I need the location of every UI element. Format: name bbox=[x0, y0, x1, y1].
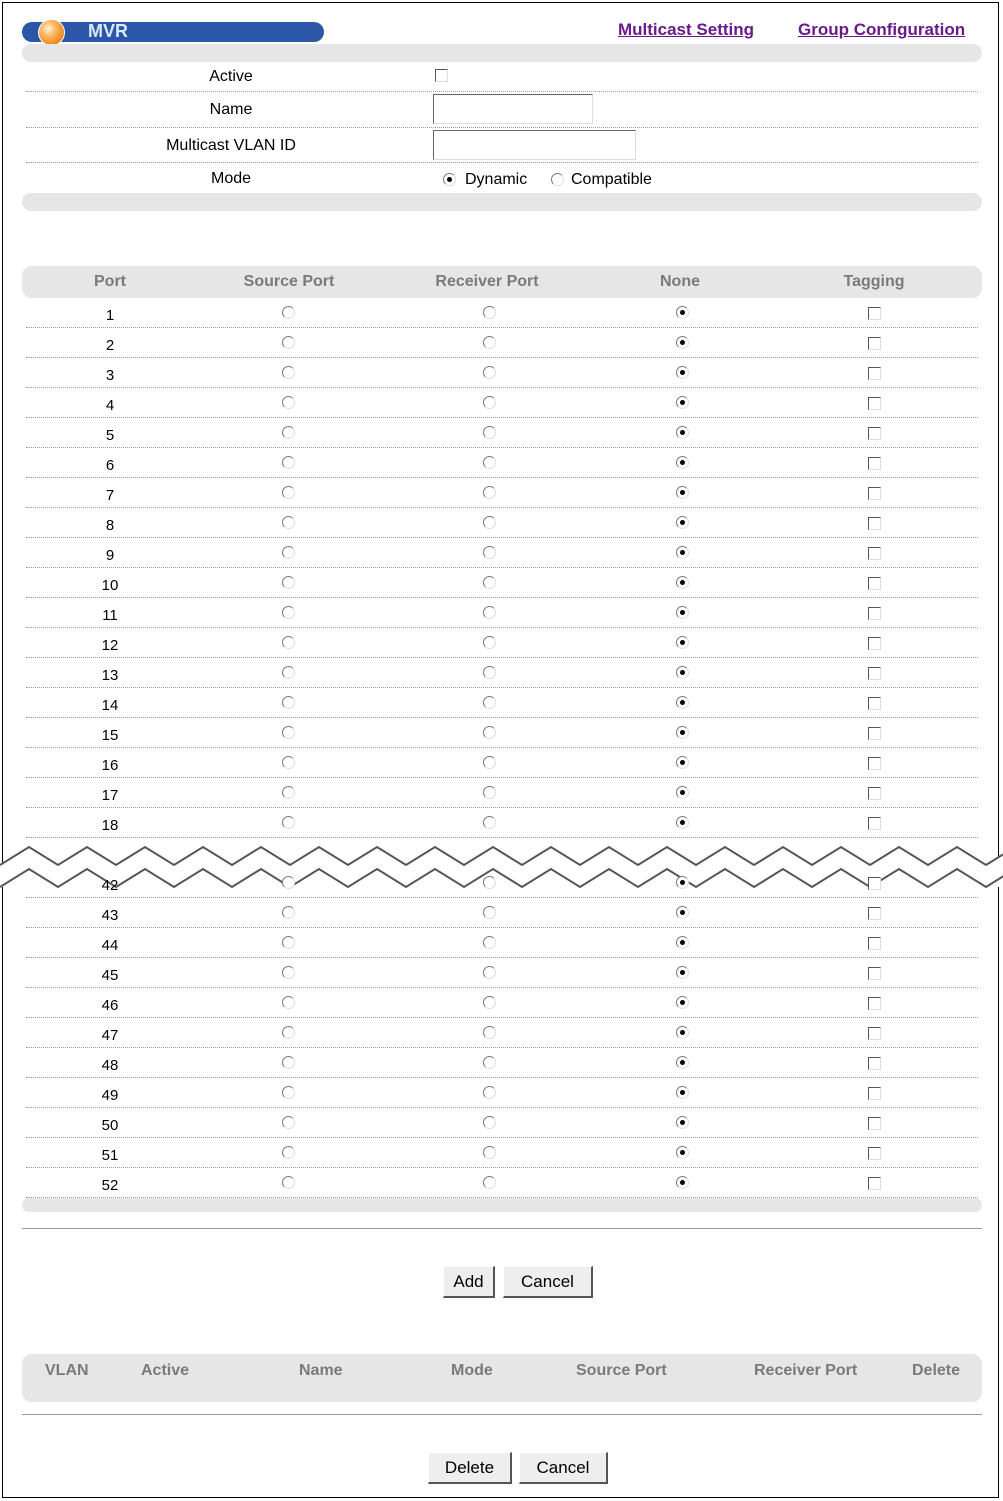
none-radio[interactable] bbox=[676, 606, 689, 619]
receiver-port-radio[interactable] bbox=[483, 516, 496, 529]
receiver-port-radio[interactable] bbox=[483, 996, 496, 1009]
tagging-checkbox[interactable] bbox=[868, 547, 881, 560]
col-mode: Mode bbox=[451, 1362, 493, 1379]
none-radio[interactable] bbox=[676, 576, 689, 589]
tagging-checkbox[interactable] bbox=[868, 427, 881, 440]
divider bbox=[26, 127, 978, 128]
name-input[interactable] bbox=[433, 94, 593, 124]
source-port-radio[interactable] bbox=[282, 426, 295, 439]
row-divider bbox=[26, 537, 978, 538]
none-radio[interactable] bbox=[676, 756, 689, 769]
col-vlan-source-port: Source Port bbox=[576, 1362, 667, 1379]
port-row bbox=[0, 509, 1003, 539]
port-row bbox=[0, 869, 1003, 899]
mode-dynamic-label: Dynamic bbox=[465, 171, 528, 188]
tagging-checkbox[interactable] bbox=[868, 667, 881, 680]
port-number: 17 bbox=[101, 787, 119, 804]
tagging-checkbox[interactable] bbox=[868, 997, 881, 1010]
port-number: 51 bbox=[101, 1147, 119, 1164]
port-row bbox=[0, 479, 1003, 509]
source-port-radio[interactable] bbox=[282, 786, 295, 799]
receiver-port-radio[interactable] bbox=[483, 486, 496, 499]
port-number: 44 bbox=[101, 937, 119, 954]
divider bbox=[26, 162, 978, 163]
receiver-port-radio[interactable] bbox=[483, 456, 496, 469]
receiver-port-radio[interactable] bbox=[483, 336, 496, 349]
port-number: 18 bbox=[101, 817, 119, 834]
port-number: 6 bbox=[105, 457, 115, 474]
tagging-checkbox[interactable] bbox=[868, 787, 881, 800]
source-port-radio[interactable] bbox=[282, 696, 295, 709]
row-divider bbox=[26, 957, 978, 958]
tagging-checkbox[interactable] bbox=[868, 487, 881, 500]
row-divider bbox=[26, 1137, 978, 1138]
source-port-radio[interactable] bbox=[282, 906, 295, 919]
separator bbox=[22, 1414, 982, 1415]
none-radio[interactable] bbox=[676, 876, 689, 889]
active-checkbox[interactable] bbox=[435, 69, 448, 82]
port-number: 43 bbox=[101, 907, 119, 924]
source-port-radio[interactable] bbox=[282, 1026, 295, 1039]
row-divider bbox=[26, 717, 978, 718]
add-button[interactable]: Add bbox=[443, 1266, 495, 1298]
tagging-checkbox[interactable] bbox=[868, 1087, 881, 1100]
receiver-port-radio[interactable] bbox=[483, 756, 496, 769]
receiver-port-radio[interactable] bbox=[483, 786, 496, 799]
source-port-radio[interactable] bbox=[282, 516, 295, 529]
row-divider bbox=[26, 657, 978, 658]
port-number: 12 bbox=[101, 637, 119, 654]
port-number: 5 bbox=[105, 427, 115, 444]
row-divider bbox=[26, 687, 978, 688]
receiver-port-radio[interactable] bbox=[483, 396, 496, 409]
tagging-checkbox[interactable] bbox=[868, 337, 881, 350]
port-row bbox=[0, 1139, 1003, 1169]
none-radio[interactable] bbox=[676, 1146, 689, 1159]
form-top-band bbox=[22, 44, 982, 62]
source-port-radio[interactable] bbox=[282, 1086, 295, 1099]
source-port-radio[interactable] bbox=[282, 576, 295, 589]
port-number: 2 bbox=[105, 337, 115, 354]
tagging-checkbox[interactable] bbox=[868, 397, 881, 410]
source-port-radio[interactable] bbox=[282, 396, 295, 409]
cancel-bottom-button[interactable]: Cancel bbox=[519, 1452, 608, 1484]
port-row bbox=[0, 989, 1003, 1019]
none-radio[interactable] bbox=[676, 996, 689, 1009]
none-radio[interactable] bbox=[676, 636, 689, 649]
receiver-port-radio[interactable] bbox=[483, 426, 496, 439]
row-divider bbox=[26, 507, 978, 508]
none-radio[interactable] bbox=[676, 966, 689, 979]
col-receiver-port: Receiver Port bbox=[435, 273, 539, 290]
divider bbox=[26, 91, 978, 92]
port-row bbox=[0, 299, 1003, 329]
receiver-port-radio[interactable] bbox=[483, 696, 496, 709]
port-row bbox=[0, 659, 1003, 689]
row-divider bbox=[26, 627, 978, 628]
receiver-port-radio[interactable] bbox=[483, 366, 496, 379]
port-row bbox=[0, 539, 1003, 569]
tagging-checkbox[interactable] bbox=[868, 457, 881, 470]
port-row bbox=[0, 1109, 1003, 1139]
port-number: 46 bbox=[101, 997, 119, 1014]
form-bottom-band bbox=[22, 193, 982, 211]
receiver-port-radio[interactable] bbox=[483, 936, 496, 949]
receiver-port-radio[interactable] bbox=[483, 876, 496, 889]
source-port-radio[interactable] bbox=[282, 666, 295, 679]
active-label: Active bbox=[209, 68, 253, 85]
col-source-port: Source Port bbox=[243, 273, 335, 290]
mode-label: Mode bbox=[210, 170, 252, 187]
col-none: None bbox=[660, 273, 700, 290]
receiver-port-radio[interactable] bbox=[483, 906, 496, 919]
row-divider bbox=[26, 1077, 978, 1078]
port-number: 47 bbox=[101, 1027, 119, 1044]
tagging-checkbox[interactable] bbox=[868, 697, 881, 710]
tagging-checkbox[interactable] bbox=[868, 517, 881, 530]
tagging-checkbox[interactable] bbox=[868, 607, 881, 620]
receiver-port-radio[interactable] bbox=[483, 306, 496, 319]
port-number: 16 bbox=[101, 757, 119, 774]
none-radio[interactable] bbox=[676, 366, 689, 379]
port-number: 9 bbox=[105, 547, 115, 564]
none-radio[interactable] bbox=[676, 486, 689, 499]
orb-icon bbox=[38, 19, 65, 46]
receiver-port-radio[interactable] bbox=[483, 1056, 496, 1069]
port-number: 50 bbox=[101, 1117, 119, 1134]
port-row bbox=[0, 719, 1003, 749]
source-port-radio[interactable] bbox=[282, 756, 295, 769]
port-table-footer bbox=[22, 1198, 982, 1212]
receiver-port-radio[interactable] bbox=[483, 1026, 496, 1039]
name-label: Name bbox=[209, 101, 253, 118]
none-radio[interactable] bbox=[676, 306, 689, 319]
mode-compatible-radio[interactable] bbox=[551, 173, 564, 186]
none-radio[interactable] bbox=[676, 546, 689, 559]
port-row bbox=[0, 419, 1003, 449]
receiver-port-radio[interactable] bbox=[483, 1086, 496, 1099]
none-radio[interactable] bbox=[676, 336, 689, 349]
port-row bbox=[0, 359, 1003, 389]
tagging-checkbox[interactable] bbox=[868, 637, 881, 650]
multicast-vlan-id-label: Multicast VLAN ID bbox=[166, 137, 296, 154]
none-radio[interactable] bbox=[676, 396, 689, 409]
receiver-port-radio[interactable] bbox=[483, 816, 496, 829]
port-number: 15 bbox=[101, 727, 119, 744]
port-number: 45 bbox=[101, 967, 119, 984]
mode-compatible-label: Compatible bbox=[571, 171, 652, 188]
source-port-radio[interactable] bbox=[282, 876, 295, 889]
port-number: 13 bbox=[101, 667, 119, 684]
port-row bbox=[0, 449, 1003, 479]
page-title: MVR bbox=[88, 21, 128, 41]
source-port-radio[interactable] bbox=[282, 726, 295, 739]
group-configuration-link[interactable]: Group Configuration bbox=[798, 20, 966, 39]
none-radio[interactable] bbox=[676, 1176, 689, 1189]
port-number: 42 bbox=[101, 877, 119, 894]
source-port-radio[interactable] bbox=[282, 336, 295, 349]
port-row bbox=[0, 959, 1003, 989]
row-divider bbox=[26, 1047, 978, 1048]
tagging-checkbox[interactable] bbox=[868, 727, 881, 740]
port-number: 48 bbox=[101, 1057, 119, 1074]
receiver-port-radio[interactable] bbox=[483, 666, 496, 679]
row-divider bbox=[26, 747, 978, 748]
tagging-checkbox[interactable] bbox=[868, 1147, 881, 1160]
port-number: 3 bbox=[105, 367, 115, 384]
col-vlan-receiver-port: Receiver Port bbox=[754, 1362, 858, 1379]
none-radio[interactable] bbox=[676, 726, 689, 739]
col-name: Name bbox=[299, 1362, 343, 1379]
none-radio[interactable] bbox=[676, 696, 689, 709]
tagging-checkbox[interactable] bbox=[868, 307, 881, 320]
none-radio[interactable] bbox=[676, 1116, 689, 1129]
col-vlan: VLAN bbox=[45, 1362, 89, 1379]
receiver-port-radio[interactable] bbox=[483, 606, 496, 619]
multicast-vlan-id-input[interactable] bbox=[433, 130, 636, 160]
receiver-port-radio[interactable] bbox=[483, 726, 496, 739]
port-row bbox=[0, 899, 1003, 929]
source-port-radio[interactable] bbox=[282, 996, 295, 1009]
tagging-checkbox[interactable] bbox=[868, 817, 881, 830]
source-port-radio[interactable] bbox=[282, 966, 295, 979]
port-number: 10 bbox=[101, 577, 119, 594]
title-bar bbox=[22, 22, 324, 42]
source-port-radio[interactable] bbox=[282, 1056, 295, 1069]
row-divider bbox=[26, 447, 978, 448]
multicast-setting-link[interactable]: Multicast Setting bbox=[618, 20, 755, 39]
delete-button[interactable]: Delete bbox=[428, 1452, 512, 1484]
row-divider bbox=[26, 327, 978, 328]
receiver-port-radio[interactable] bbox=[483, 1146, 496, 1159]
row-divider bbox=[26, 1017, 978, 1018]
port-row bbox=[0, 389, 1003, 419]
tagging-checkbox[interactable] bbox=[868, 1177, 881, 1190]
port-row bbox=[0, 569, 1003, 599]
separator bbox=[22, 1228, 982, 1229]
row-divider bbox=[26, 1107, 978, 1108]
col-active: Active bbox=[141, 1362, 190, 1379]
none-radio[interactable] bbox=[676, 786, 689, 799]
row-divider bbox=[26, 417, 978, 418]
tagging-checkbox[interactable] bbox=[868, 967, 881, 980]
row-divider bbox=[26, 927, 978, 928]
source-port-radio[interactable] bbox=[282, 546, 295, 559]
port-number: 7 bbox=[105, 487, 115, 504]
port-row bbox=[0, 1019, 1003, 1049]
source-port-radio[interactable] bbox=[282, 1176, 295, 1189]
col-delete: Delete bbox=[912, 1362, 961, 1379]
port-row bbox=[0, 809, 1003, 839]
source-port-radio[interactable] bbox=[282, 636, 295, 649]
receiver-port-radio[interactable] bbox=[483, 966, 496, 979]
port-row bbox=[0, 1079, 1003, 1109]
port-row bbox=[0, 329, 1003, 359]
col-port: Port bbox=[94, 273, 126, 290]
none-radio[interactable] bbox=[676, 516, 689, 529]
port-row bbox=[0, 629, 1003, 659]
none-radio[interactable] bbox=[676, 936, 689, 949]
tagging-checkbox[interactable] bbox=[868, 877, 881, 890]
none-radio[interactable] bbox=[676, 1086, 689, 1099]
none-radio[interactable] bbox=[676, 666, 689, 679]
tagging-checkbox[interactable] bbox=[868, 367, 881, 380]
tagging-checkbox[interactable] bbox=[868, 937, 881, 950]
none-radio[interactable] bbox=[676, 1026, 689, 1039]
source-port-radio[interactable] bbox=[282, 1116, 295, 1129]
port-row bbox=[0, 1049, 1003, 1079]
port-number: 14 bbox=[101, 697, 119, 714]
tagging-checkbox[interactable] bbox=[868, 757, 881, 770]
none-radio[interactable] bbox=[676, 816, 689, 829]
tagging-checkbox[interactable] bbox=[868, 1027, 881, 1040]
row-divider bbox=[26, 387, 978, 388]
port-number: 8 bbox=[105, 517, 115, 534]
cancel-button[interactable]: Cancel bbox=[503, 1266, 593, 1298]
mode-dynamic-radio[interactable] bbox=[443, 173, 456, 186]
source-port-radio[interactable] bbox=[282, 456, 295, 469]
row-divider bbox=[26, 567, 978, 568]
row-divider bbox=[26, 807, 978, 808]
source-port-radio[interactable] bbox=[282, 306, 295, 319]
row-divider bbox=[26, 777, 978, 778]
source-port-radio[interactable] bbox=[282, 816, 295, 829]
port-row bbox=[0, 749, 1003, 779]
tagging-checkbox[interactable] bbox=[868, 1117, 881, 1130]
receiver-port-radio[interactable] bbox=[483, 546, 496, 559]
none-radio[interactable] bbox=[676, 456, 689, 469]
source-port-radio[interactable] bbox=[282, 486, 295, 499]
row-divider bbox=[26, 597, 978, 598]
row-divider bbox=[26, 1167, 978, 1168]
row-divider bbox=[26, 897, 978, 898]
source-port-radio[interactable] bbox=[282, 1146, 295, 1159]
port-number: 11 bbox=[102, 607, 118, 624]
none-radio[interactable] bbox=[676, 426, 689, 439]
source-port-radio[interactable] bbox=[282, 606, 295, 619]
port-row bbox=[0, 689, 1003, 719]
receiver-port-radio[interactable] bbox=[483, 1116, 496, 1129]
receiver-port-radio[interactable] bbox=[483, 576, 496, 589]
port-row bbox=[0, 1169, 1003, 1199]
source-port-radio[interactable] bbox=[282, 366, 295, 379]
row-divider bbox=[26, 357, 978, 358]
none-radio[interactable] bbox=[676, 1056, 689, 1069]
row-divider bbox=[26, 987, 978, 988]
port-row bbox=[0, 779, 1003, 809]
port-number: 1 bbox=[105, 307, 115, 324]
tagging-checkbox[interactable] bbox=[868, 907, 881, 920]
none-radio[interactable] bbox=[676, 906, 689, 919]
port-number: 49 bbox=[101, 1087, 119, 1104]
port-row bbox=[0, 599, 1003, 629]
tagging-checkbox[interactable] bbox=[868, 1057, 881, 1070]
tagging-checkbox[interactable] bbox=[868, 577, 881, 590]
port-number: 52 bbox=[101, 1177, 119, 1194]
source-port-radio[interactable] bbox=[282, 936, 295, 949]
receiver-port-radio[interactable] bbox=[483, 1176, 496, 1189]
port-number: 4 bbox=[105, 397, 115, 414]
col-tagging: Tagging bbox=[843, 273, 905, 290]
port-row bbox=[0, 929, 1003, 959]
receiver-port-radio[interactable] bbox=[483, 636, 496, 649]
row-divider bbox=[26, 477, 978, 478]
